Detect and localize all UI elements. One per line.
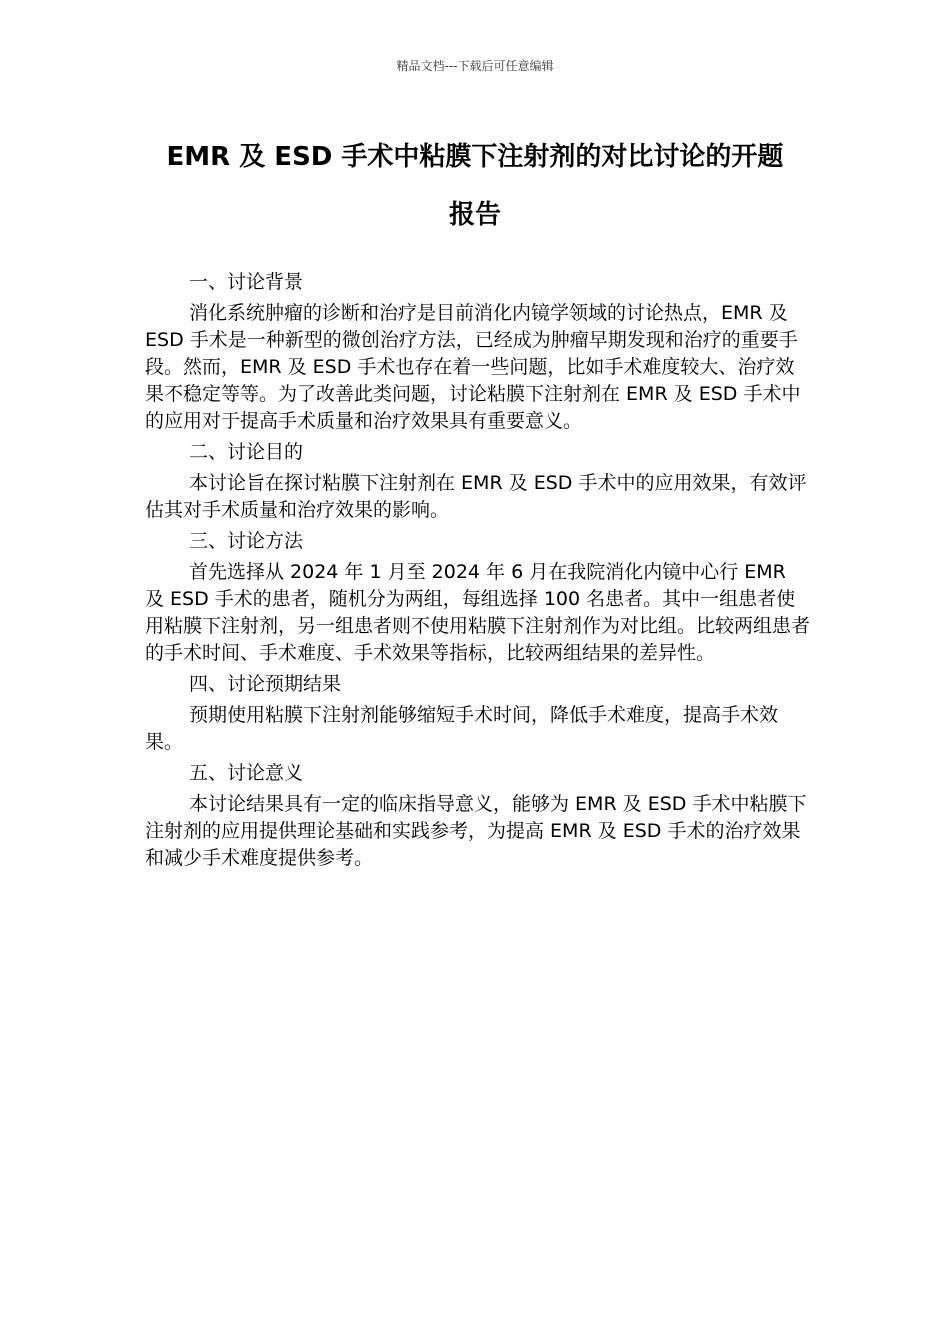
section-body-method: 首先选择从 2024 年 1 月至 2024 年 6 月在我院消化内镜中心行 EMR 及 ESD 手术的患者，随机分为两组，每组选择 100 名患者。其中一组患者使用粘膜下注射剂，另一组患者则不使用粘膜下注射剂作为对比组。比较两组患者的手术时间、手术难度、手术效果等指标，比较两组结果的差异性。 bbox=[145, 561, 811, 664]
document-title bbox=[140, 128, 810, 244]
section-body-significance: 本讨论结果具有一定的临床指导意义，能够为 EMR 及 ESD 手术中粘膜下注射剂的应用提供理论基础和实践参考，为提高 EMR 及 ESD 手术的治疗效果和减少手术难度提供参考。 bbox=[145, 793, 807, 869]
section-body-purpose: 本讨论旨在探讨粘膜下注射剂在 EMR 及 ESD 手术中的应用效果，有效评估其对手术质量和治疗效果的影响。 bbox=[145, 472, 807, 521]
page-header: 精品文档---下载后可任意编辑 bbox=[396, 59, 554, 73]
section-body-expected-results: 预期使用粘膜下注射剂能够缩短手术时间，降低手术难度，提高手术效果。 bbox=[145, 704, 779, 753]
section-heading-method: 三、讨论方法 bbox=[189, 530, 304, 552]
document-body bbox=[145, 269, 810, 876]
section-heading-expected-results: 四、讨论预期结果 bbox=[189, 673, 342, 695]
section-heading-significance: 五、讨论意义 bbox=[189, 762, 304, 784]
title-line-2: 报告 bbox=[448, 200, 501, 230]
section-heading-purpose: 二、讨论目的 bbox=[189, 441, 304, 463]
section-heading-background: 一、讨论背景 bbox=[189, 271, 304, 293]
title-line-1: EMR 及 ESD 手术中粘膜下注射剂的对比讨论的开题 bbox=[166, 142, 784, 172]
section-body-background: 消化系统肿瘤的诊断和治疗是目前消化内镜学领域的讨论热点，EMR 及 ESD 手术是一种新型的微创治疗方法，已经成为肿瘤早期发现和治疗的重要手段。然而，EMR 及 ESD 手术也存在着一些问题，比如手术难度较大、治疗效果不稳定等等。为了改善此类问题，讨论粘膜下注射剂在 EMR 及 ESD 手术中的应用对于提高手术质量和治疗效果具有重要意义。 bbox=[145, 302, 801, 432]
